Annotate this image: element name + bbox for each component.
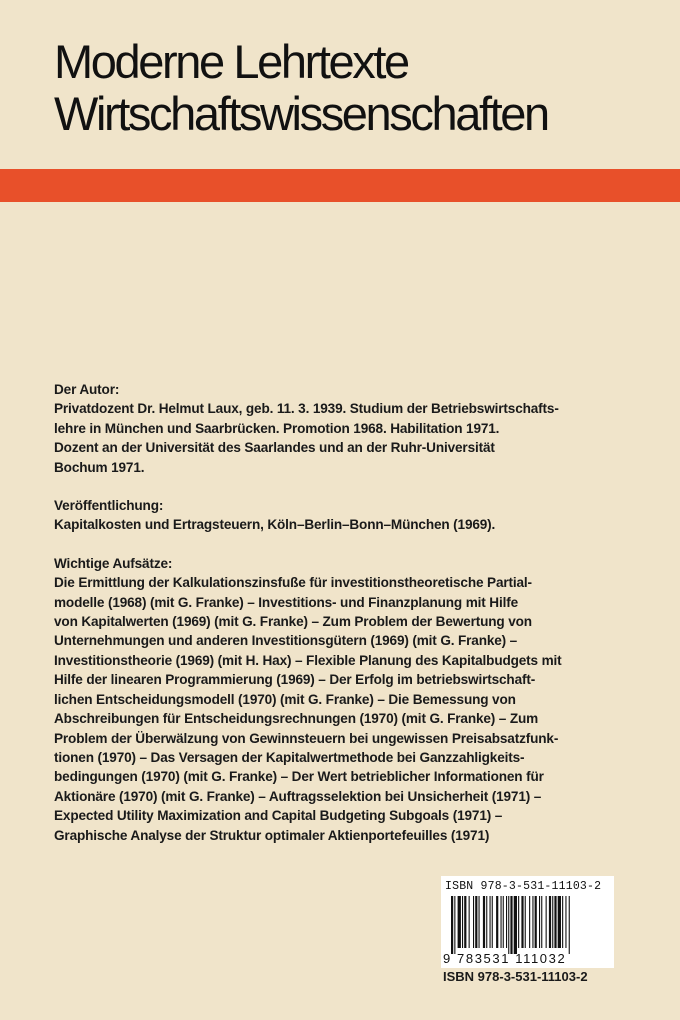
barcode-bar [490, 896, 491, 948]
barcode-bar [508, 896, 509, 954]
essay-line: bedingungen (1970) (mit G. Franke) – Der Wert betrieblicher Informationen für [54, 769, 544, 785]
barcode-bar [503, 896, 504, 948]
essay-line: von Kapitalwerten (1969) (mit G. Franke) – Zum Problem der Bewertung von [54, 614, 532, 630]
essay-line: Abschreibungen für Entscheidungsrechnungen (1970) (mit G. Franke) – Zum [54, 711, 539, 727]
publication-section [54, 496, 654, 535]
barcode-bar [525, 896, 526, 948]
series-title-line2: Wirtschaftswissenschaften [54, 87, 548, 140]
red-band [0, 169, 680, 202]
author-heading: Der Autor: [54, 382, 120, 397]
essays-heading: Wichtige Aufsätze: [54, 555, 173, 571]
barcode-bar [546, 896, 547, 948]
isbn-top-label: ISBN 978-3-531-11103-2 [445, 880, 602, 893]
essay-line: Unternehmungen und anderen Investitionsgütern (1969) (mit G. Franke) – [54, 633, 518, 649]
publication-line: Kapitalkosten und Ertragsteuern, Köln–Berlin–Bonn–München (1969). [54, 517, 496, 533]
barcode-bar [483, 896, 485, 948]
barcode-bar [539, 896, 540, 948]
series-title [54, 36, 548, 140]
publication-heading: Veröffentlichung: [54, 498, 164, 514]
essay-line: lichen Entscheidungsmodell (1970) (mit G. Franke) – Die Bemessung von [54, 691, 516, 707]
author-line: lehre in München und Saarbrücken. Promotion 1968. Habilitation 1971. [54, 420, 500, 436]
essay-line: modelle (1968) (mit G. Franke) – Investitions- und Finanzplanung mit Hilfe [54, 594, 518, 610]
barcode-bar [549, 896, 551, 948]
barcode-bar [514, 896, 517, 954]
barcode-bar [451, 896, 453, 954]
essay-line: tionen (1970) – Das Versagen der Kapitalwertmethode bei Ganzzahligkeits- [54, 749, 525, 765]
barcode-bar [558, 896, 561, 948]
barcode-bar [486, 896, 487, 948]
barcode-box [441, 876, 614, 968]
barcode-bar [496, 896, 498, 948]
barcode-bars [451, 896, 607, 954]
barcode-bar [535, 896, 537, 948]
barcode-bar [473, 896, 474, 948]
barcode-bar [562, 896, 563, 948]
essays-section [54, 554, 654, 845]
barcode-bar [492, 896, 493, 948]
barcode-bar [541, 896, 542, 948]
barcode-bar [475, 896, 477, 948]
barcode-bar [554, 896, 556, 948]
barcode-bar [521, 896, 523, 948]
barcode-digits: 9 783531 111032 [443, 951, 567, 966]
essay-line: Graphische Analyse der Struktur optimaler Aktienportefeuilles (1971) [54, 827, 490, 843]
author-line: Bochum 1971. [54, 459, 145, 475]
barcode-bar [479, 896, 480, 948]
barcode-bar [469, 896, 470, 948]
author-section [54, 380, 654, 477]
essay-line: Aktionäre (1970) (mit G. Franke) – Auftragsselektion bei Unsicherheit (1971) – [54, 788, 542, 804]
barcode-bar [464, 896, 466, 948]
author-line: Privatdozent Dr. Helmut Laux, geb. 11. 3. 1939. Studium der Betriebswirtschafts- [54, 401, 559, 417]
essay-line: Hilfe der linearen Programmierung (1969) – Der Erfolg im betriebswirtschaft- [54, 672, 536, 688]
isbn-bottom-label: ISBN 978-3-531-11103-2 [443, 969, 588, 984]
barcode-bar [518, 896, 519, 948]
series-title-line1: Moderne Lehrtexte [54, 35, 408, 88]
barcode-bar [462, 896, 463, 948]
back-cover-text [54, 380, 654, 864]
barcode-bar [552, 896, 553, 948]
barcode-bar [506, 896, 507, 948]
author-line: Dozent an der Universität des Saarlandes und an der Ruhr-Universität [54, 440, 495, 456]
barcode-bar [454, 896, 455, 954]
barcode-bar [458, 896, 461, 948]
barcode-bar [565, 896, 566, 948]
barcode-bar [510, 896, 512, 954]
barcode-bar [569, 896, 570, 954]
barcode-bar [529, 896, 530, 948]
barcode-bar [532, 896, 533, 948]
essay-line: Die Ermittlung der Kalkulationszinsfuße für investitionstheoretische Partial- [54, 575, 532, 591]
essay-line: Expected Utility Maximization and Capital Budgeting Subgoals (1971) – [54, 808, 503, 824]
essay-line: Problem der Überwälzung von Gewinnsteuern bei ungewissen Preisabsatzfunk- [54, 730, 559, 746]
essay-line: Investitionstheorie (1969) (mit H. Hax) – Flexible Planung des Kapitalbudgets mit [54, 652, 562, 668]
barcode-bar [501, 896, 502, 948]
